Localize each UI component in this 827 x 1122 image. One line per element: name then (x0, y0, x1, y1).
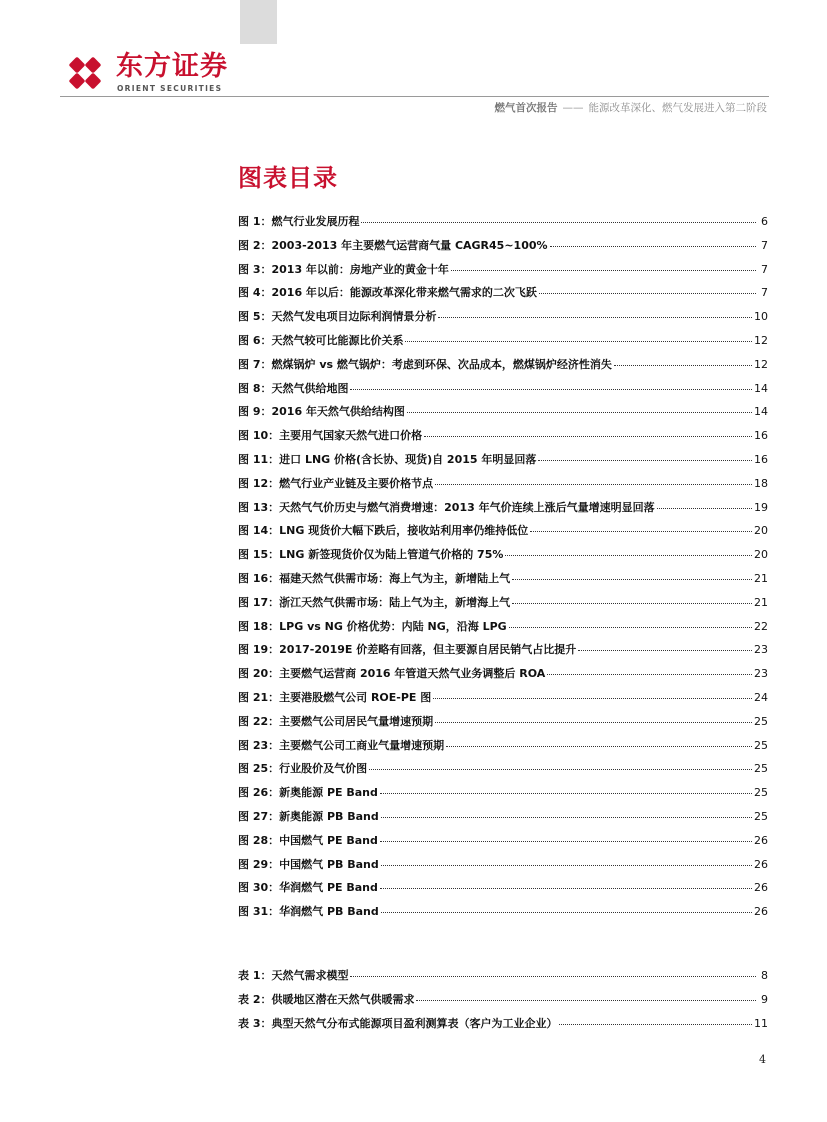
figure-entry[interactable] (238, 878, 768, 902)
dot-leader (380, 887, 752, 889)
figure-entry[interactable] (238, 450, 768, 474)
figure-entry-page: 16 (754, 452, 768, 466)
dot-leader (512, 578, 752, 580)
figure-entry[interactable] (238, 759, 768, 783)
figure-entry-page: 7 (761, 238, 768, 252)
figure-entry-label: 图 12：燃气行业产业链及主要价格节点 (238, 476, 434, 490)
figure-entry-label: 图 10：主要用气国家天然气进口价格 (238, 429, 423, 443)
dot-leader (547, 673, 752, 675)
figure-entry-page: 23 (754, 643, 768, 657)
figure-entry-page: 26 (754, 905, 768, 919)
dot-leader (361, 221, 756, 223)
figure-entry-page: 7 (761, 262, 768, 276)
dot-leader (381, 911, 752, 913)
figure-entry-page: 23 (754, 667, 768, 681)
dot-leader (433, 697, 752, 699)
figure-entry[interactable] (238, 545, 768, 569)
figure-entry-label: 图 29：中国燃气 PB Band (238, 857, 379, 871)
dot-leader (416, 999, 756, 1001)
figure-entry-label: 图 8：天然气供给地图 (238, 381, 349, 395)
figure-entry-label: 图 14：LNG 现货价大幅下跌后，接收站利用率仍维持低位 (238, 524, 529, 538)
figure-entry[interactable] (238, 569, 768, 593)
figure-entry-label: 图 6：天然气较可比能源比价关系 (238, 333, 404, 347)
table-entry-page: 11 (754, 1016, 768, 1030)
corner-decoration (240, 0, 277, 44)
figure-entry-page: 20 (754, 524, 768, 538)
figure-entry-label: 图 13：天然气气价历史与燃气消费增速：2013 年气价连续上涨后气量增速明显回落 (238, 500, 655, 514)
figure-entry[interactable] (238, 379, 768, 403)
dot-leader (381, 816, 752, 818)
figure-entry-page: 26 (754, 857, 768, 871)
figure-entry-label: 图 23：主要燃气公司工商业气量增速预期 (238, 738, 445, 752)
figure-entry-page: 14 (754, 381, 768, 395)
report-subtitle: 能源改革深化、燃气发展进入第二阶段 (588, 102, 767, 114)
dot-leader (381, 864, 752, 866)
dot-leader (446, 745, 752, 747)
figure-entry-page: 12 (754, 333, 768, 347)
dot-leader (380, 840, 752, 842)
figure-entry-label: 图 16：福建天然气供需市场：海上气为主，新增陆上气 (238, 571, 511, 585)
table-list (238, 966, 768, 1037)
orient-securities-logo-icon (62, 50, 108, 96)
figure-entry-page: 18 (754, 476, 768, 490)
dot-leader (405, 340, 752, 342)
figure-entry-label: 图 2：2003-2013 年主要燃气运营商气量 CAGR45~100% (238, 238, 548, 252)
header-divider (60, 96, 769, 97)
figure-entry[interactable] (238, 498, 768, 522)
figure-entry-page: 24 (754, 690, 768, 704)
brand-name-en: ORIENT SECURITIES (117, 84, 223, 93)
figure-entry[interactable] (238, 617, 768, 641)
dot-leader (380, 792, 752, 794)
figure-entry[interactable] (238, 855, 768, 879)
figure-entry[interactable] (238, 688, 768, 712)
figure-entry[interactable] (238, 831, 768, 855)
table-entry-label: 表 3：典型天然气分布式能源项目盈利测算表（客户为工业企业） (238, 1016, 558, 1030)
figure-entry-page: 25 (754, 738, 768, 752)
figure-entry-page: 6 (761, 215, 768, 228)
dot-leader (530, 530, 752, 532)
table-entry-label: 表 2：供暖地区潜在天然气供暖需求 (238, 992, 415, 1006)
figure-entry-label: 图 7：燃煤锅炉 vs 燃气锅炉：考虑到环保、次品成本，燃煤锅炉经济性消失 (238, 357, 612, 371)
figure-entry-page: 26 (754, 833, 768, 847)
dot-leader (559, 1023, 752, 1025)
figure-entry-page: 10 (754, 310, 768, 324)
figure-entry-label: 图 20：主要燃气运营商 2016 年管道天然气业务调整后 ROA (238, 667, 546, 681)
dot-leader (350, 388, 752, 390)
figure-entry[interactable] (238, 712, 768, 736)
figure-entry[interactable] (238, 474, 768, 498)
figure-entry[interactable] (238, 664, 768, 688)
figure-entry[interactable] (238, 640, 768, 664)
figure-entry-label: 图 11：进口 LNG 价格(含长协、现货)自 2015 年明显回落 (238, 452, 537, 466)
dot-leader (657, 507, 752, 509)
figure-entry-page: 26 (754, 881, 768, 895)
figure-entry[interactable] (238, 783, 768, 807)
figure-entry-label: 图 18：LPG vs NG 价格优势：内陆 NG，沿海 LPG (238, 619, 507, 633)
dot-leader (438, 316, 752, 318)
figure-entry[interactable] (238, 593, 768, 617)
figure-entry-page: 19 (754, 500, 768, 514)
dot-leader (512, 602, 752, 604)
figure-entry-label: 图 22：主要燃气公司居民气量增速预期 (238, 714, 434, 728)
figure-entry-page: 14 (754, 405, 768, 419)
figure-entry[interactable] (238, 426, 768, 450)
header-separator: —— (562, 102, 584, 114)
table-entry-page: 9 (761, 992, 768, 1006)
figure-entry[interactable] (238, 902, 768, 926)
figure-entry-label: 图 30：华润燃气 PE Band (238, 881, 378, 895)
dot-leader (424, 435, 752, 437)
figure-entry[interactable] (238, 402, 768, 426)
dot-leader (614, 364, 752, 366)
report-header (495, 100, 768, 115)
dot-leader (435, 483, 752, 485)
dot-leader (435, 721, 752, 723)
figure-list (238, 212, 768, 926)
figure-entry-label: 图 15：LNG 新签现货价仅为陆上管道气价格的 75% (238, 548, 504, 562)
figure-entry[interactable] (238, 283, 768, 307)
figure-entry[interactable] (238, 355, 768, 379)
brand-name-cn: 东方证券 (116, 51, 228, 82)
table-entry-page: 8 (761, 969, 768, 982)
figure-entry-page: 7 (761, 286, 768, 300)
figure-entry-page: 21 (754, 595, 768, 609)
dot-leader (350, 975, 756, 977)
figure-entry[interactable] (238, 331, 768, 355)
dot-leader (407, 411, 752, 413)
dot-leader (538, 459, 752, 461)
figure-entry-page: 25 (754, 762, 768, 776)
figure-entry-page: 25 (754, 786, 768, 800)
figure-entry-page: 25 (754, 714, 768, 728)
figure-entry[interactable] (238, 236, 768, 260)
dot-leader (539, 292, 756, 294)
figure-entry-page: 16 (754, 429, 768, 443)
figure-entry[interactable] (238, 521, 768, 545)
figure-entry-label: 图 3：2013 年以前：房地产业的黄金十年 (238, 262, 449, 276)
figure-entry-label: 图 9：2016 年天然气供给结构图 (238, 405, 405, 419)
figure-entry-label: 图 27：新奥能源 PB Band (238, 809, 379, 823)
page-title: 图表目录 (238, 164, 338, 192)
figure-entry-page: 22 (754, 619, 768, 633)
figure-entry[interactable] (238, 807, 768, 831)
dot-leader (578, 649, 752, 651)
table-entry[interactable] (238, 1014, 768, 1038)
figure-entry-label: 图 4：2016 年以后：能源改革深化带来燃气需求的二次飞跃 (238, 286, 537, 300)
dot-leader (505, 554, 752, 556)
dot-leader (369, 768, 752, 770)
figure-entry-label: 图 5：天然气发电项目边际利润情景分析 (238, 310, 437, 324)
figure-entry-label: 图 1：燃气行业发展历程 (238, 215, 360, 228)
table-entry-label: 表 1：天然气需求模型 (238, 969, 349, 982)
figure-entry-label: 图 28：中国燃气 PE Band (238, 833, 378, 847)
figure-entry[interactable] (238, 212, 768, 236)
figure-entry-label: 图 19：2017-2019E 价差略有回落，但主要源自居民销气占比提升 (238, 643, 577, 657)
dot-leader (451, 269, 756, 271)
figure-entry-page: 12 (754, 357, 768, 371)
report-type: 燃气首次报告 (494, 102, 558, 114)
figure-entry-label: 图 17：浙江天然气供需市场：陆上气为主，新增海上气 (238, 595, 511, 609)
figure-entry-label: 图 26：新奥能源 PE Band (238, 786, 378, 800)
figure-entry-page: 21 (754, 571, 768, 585)
dot-leader (509, 626, 752, 628)
dot-leader (550, 245, 756, 247)
page-number: 4 (759, 1053, 766, 1066)
figure-entry[interactable] (238, 736, 768, 760)
figure-entry-label: 图 21：主要港股燃气公司 ROE-PE 图 (238, 690, 432, 704)
figure-entry[interactable] (238, 260, 768, 284)
figure-entry-label: 图 25：行业股价及气价图 (238, 762, 368, 776)
figure-entry-label: 图 31：华润燃气 PB Band (238, 905, 379, 919)
table-entry[interactable] (238, 990, 768, 1014)
figure-entry-page: 20 (754, 548, 768, 562)
figure-entry-page: 25 (754, 809, 768, 823)
figure-entry[interactable] (238, 307, 768, 331)
table-entry[interactable] (238, 966, 768, 990)
